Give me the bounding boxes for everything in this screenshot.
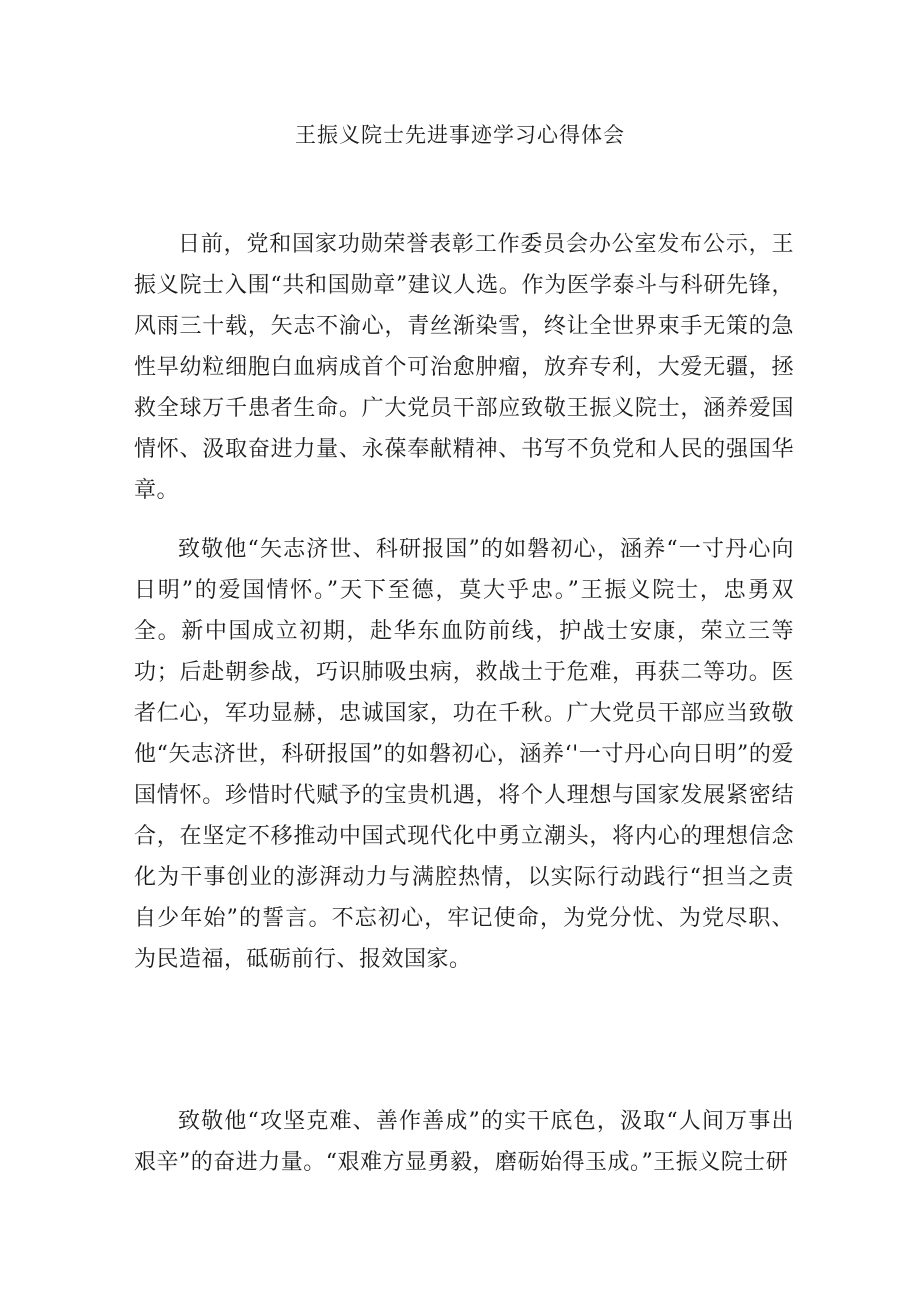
paragraph-perseverance: 致敬他“攻坚克难、善作善成”的实干底色，汲取“人间万事出艰辛”的奋进力量。“艰难方显勇毅，磨砺始得玉成。”王振义院士研 xyxy=(134,1109,794,1175)
paragraph-patriotism: 致敬他“矢志济世、科研报国”的如磐初心，涵养“一寸丹心向日明”的爱国情怀。”天下至德，莫大乎忠。”王振义院士，忠勇双全。新中国成立初期，赴华东血防前线，护战士安康，荣立三等功；后赴朝参战，巧识肺吸虫病，救战士于危难，再获二等功。医者仁心，军功显赫，忠诚国家，功在千秋。广大党员干部应当致敬他“矢志济世，科研报国”的如磐初心，涵养‘'一寸丹心向日明”的爱国情怀。珍惜时代赋予的宝贵机遇，将个人理想与国家发展紧密结合，在坚定不移推动中国式现代化中勇立潮头，将内心的理想信念化为干事创业的澎湃动力与满腔热情，以实际行动践行“担当之责自少年始”的誓言。不忘初心，牢记使命，为党分忧、为党尽职、为民造福，砥砺前行、报效国家。 xyxy=(134,537,794,972)
paragraph-intro: 日前，党和国家功勋荣誉表彰工作委员会办公室发布公示，王振义院士入围“共和国勋章”建议人选。作为医学泰斗与科研先锋，风雨三十载，矢志不渝心，青丝渐染雪，终让全世界束手无策的急性早幼粒细胞白血病成首个可治愈肿瘤，放弃专利，大爱无疆，拯救全球万千患者生命。广大党员干部应致敬王振义院士，涵养爱国情怀、汲取奋进力量、永葆奉献精神、书写不负党和人民的强国华章。 xyxy=(134,232,794,503)
document-title: 王振义院士先进事迹学习心得体会 xyxy=(295,123,625,147)
